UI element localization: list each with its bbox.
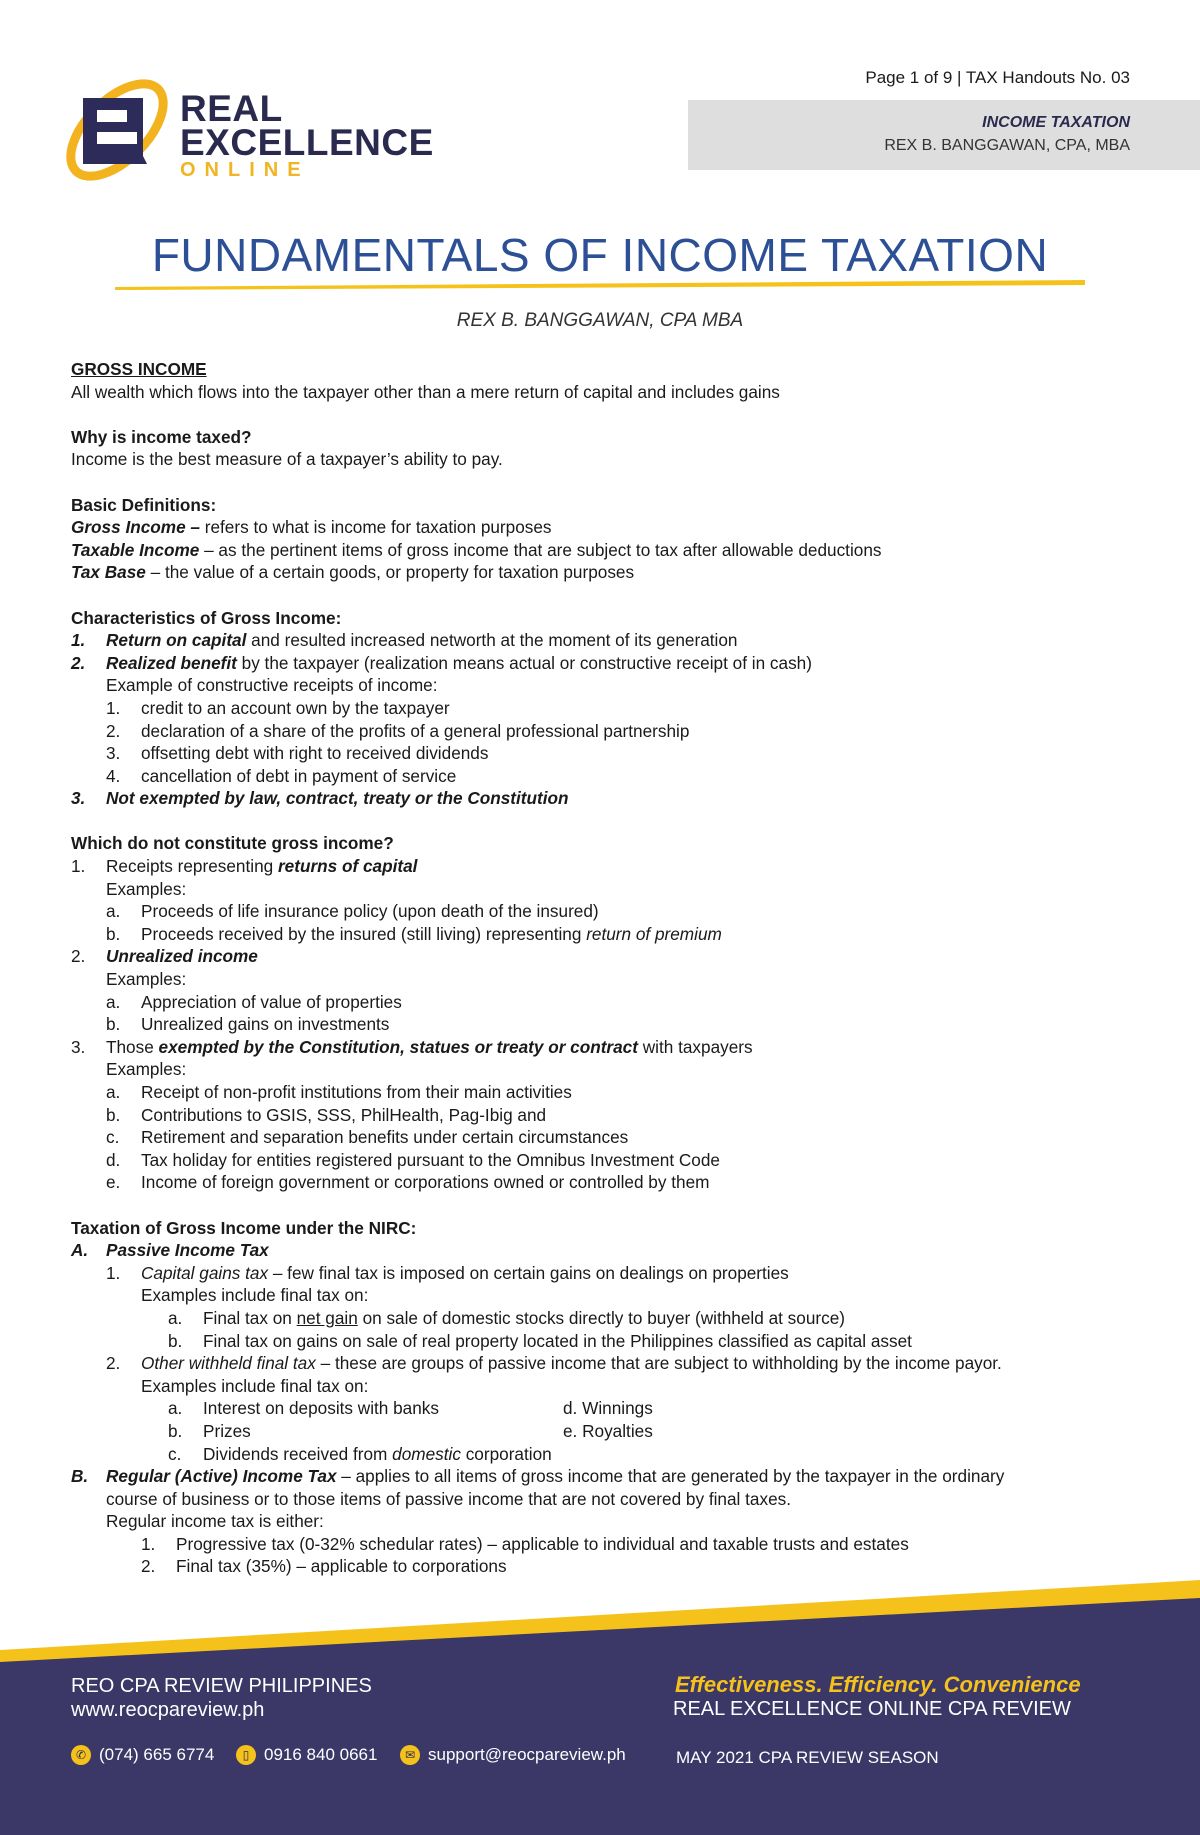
- page-title: FUNDAMENTALS OF INCOME TAXATION: [151, 229, 1049, 281]
- nirc-heading: Taxation of Gross Income under the NIRC:: [71, 1217, 417, 1238]
- list-item: 1. Return on capital and resulted increased networth at the moment of its generation: [71, 630, 738, 651]
- footer-school: REAL EXCELLENCE ONLINE CPA REVIEW: [673, 1698, 1071, 1720]
- list-item: b. Final tax on gains on sale of real property located in the Philippines classified as capital asset: [168, 1330, 912, 1351]
- footer-website[interactable]: www.reocpareview.ph: [71, 1699, 265, 1721]
- phone-icon: ✆: [71, 1745, 91, 1765]
- list-item: e. Income of foreign government or corporations owned or controlled by them: [106, 1172, 710, 1193]
- email-icon: ✉: [400, 1745, 420, 1765]
- why-taxed-answer: Income is the best measure of a taxpayer’s ability to pay.: [71, 449, 503, 470]
- exclusions-heading: Which do not constitute gross income?: [71, 833, 394, 854]
- examples-label: Examples:: [106, 1059, 187, 1080]
- list-item: 2. Realized benefit by the taxpayer (realization means actual or constructive receipt of in cash): [71, 652, 812, 673]
- footer-phone: ✆ (074) 665 6774: [71, 1745, 214, 1765]
- logo-mark-icon: [55, 62, 185, 192]
- list-item: 2. Final tax (35%) – applicable to corporations: [141, 1556, 507, 1577]
- header-author: REX B. BANGGAWAN, CPA, MBA: [884, 137, 1130, 154]
- examples-label: Examples include final tax on:: [141, 1375, 369, 1396]
- page-info: Page 1 of 9 | TAX Handouts No. 03: [865, 68, 1130, 87]
- list-item: d. Tax holiday for entities registered pursuant to the Omnibus Investment Code: [106, 1149, 720, 1170]
- list-item: 3. offsetting debt with right to received dividends: [106, 743, 489, 764]
- list-item: a. Final tax on net gain on sale of domestic stocks directly to buyer (withheld at source): [168, 1307, 845, 1328]
- footer-slogan: Effectiveness. Efficiency. Convenience: [675, 1672, 1081, 1697]
- list-item: b. Contributions to GSIS, SSS, PhilHealth, Pag-Ibig and: [106, 1104, 547, 1125]
- brand-line-excellence: EXCELLENCE: [180, 122, 434, 163]
- basic-definitions-heading: Basic Definitions:: [71, 494, 217, 515]
- header-subject: INCOME TAXATION: [982, 114, 1130, 131]
- list-item: 3. Not exempted by law, contract, treaty or the Constitution: [71, 788, 569, 809]
- logo: [55, 62, 475, 192]
- examples-label: Regular income tax is either:: [106, 1511, 324, 1532]
- brand-line-online: ONLINE: [180, 159, 310, 181]
- document-body: [71, 358, 1141, 1578]
- section-a: A. Passive Income Tax: [71, 1240, 269, 1261]
- footer-mobile: ▯ 0916 840 0661: [236, 1745, 377, 1765]
- title-underline: [115, 280, 1085, 290]
- why-taxed-heading: Why is income taxed?: [71, 426, 252, 447]
- list-item: 1. Progressive tax (0-32% schedular rates) – applicable to individual and taxable trusts and estates: [141, 1533, 909, 1554]
- list-item: 2. Unrealized income: [71, 946, 258, 967]
- definition-item: Gross Income – refers to what is income for taxation purposes: [71, 517, 552, 538]
- mobile-phone-icon: ▯: [236, 1745, 256, 1765]
- list-item: 2. declaration of a share of the profits of a general professional partnership: [106, 720, 690, 741]
- examples-label: Example of constructive receipts of income:: [106, 675, 438, 696]
- list-item: c. Dividends received from domestic corporation: [168, 1443, 552, 1464]
- list-item: b. Unrealized gains on investments: [106, 1014, 390, 1035]
- definition-item: Tax Base – the value of a certain goods, or property for taxation purposes: [71, 562, 635, 583]
- footer-email[interactable]: ✉ support@reocpareview.ph: [400, 1745, 626, 1765]
- header-subject-box: [688, 100, 1200, 170]
- list-item: 1. credit to an account own by the taxpayer: [106, 697, 450, 718]
- section-b: B. Regular (Active) Income Tax – applies to all items of gross income that are generated by the taxpayer in the ordinary: [71, 1466, 1005, 1487]
- gross-income-heading: GROSS INCOME: [71, 359, 207, 379]
- list-item: 2. Other withheld final tax – these are groups of passive income that are subject to withholding by the income payor.: [106, 1353, 1002, 1374]
- document-author: REX B. BANGGAWAN, CPA MBA: [456, 310, 744, 331]
- definition-item: Taxable Income – as the pertinent items of gross income that are subject to tax after allowable deductions: [71, 539, 882, 560]
- list-item: a. Receipt of non-profit institutions from their main activities: [106, 1082, 572, 1102]
- list-item: b. Proceeds received by the insured (still living) representing return of premium: [106, 923, 722, 944]
- gross-income-definition: All wealth which flows into the taxpayer other than a mere return of capital and includes gains: [71, 381, 780, 402]
- examples-label: Examples:: [106, 878, 187, 899]
- list-item: a. Interest on deposits with banks d. Winnings: [168, 1398, 653, 1419]
- list-item: b. Prizes e. Royalties: [168, 1420, 653, 1441]
- characteristics-heading: Characteristics of Gross Income:: [71, 607, 342, 628]
- list-item: a. Proceeds of life insurance policy (upon death of the insured): [106, 901, 599, 922]
- brand-line-real: REAL: [180, 88, 283, 129]
- section-b-continued: course of business or to those items of passive income that are not covered by final taxes.: [106, 1488, 791, 1509]
- list-item: 1. Receipts representing returns of capital: [71, 856, 418, 877]
- list-item: 1. Capital gains tax – few final tax is imposed on certain gains on dealings on properties: [106, 1262, 789, 1283]
- examples-label: Examples:: [106, 969, 187, 990]
- footer-season: MAY 2021 CPA REVIEW SEASON: [676, 1748, 939, 1767]
- list-item: 4. cancellation of debt in payment of service: [106, 765, 457, 786]
- list-item: 3. Those exempted by the Constitution, statues or treaty or contract with taxpayers: [71, 1036, 753, 1057]
- list-item: c. Retirement and separation benefits under certain circumstances: [106, 1127, 629, 1148]
- footer-organization: REO CPA REVIEW PHILIPPINES: [71, 1675, 372, 1697]
- list-item: a. Appreciation of value of properties: [106, 991, 402, 1012]
- examples-label: Examples include final tax on:: [141, 1285, 369, 1306]
